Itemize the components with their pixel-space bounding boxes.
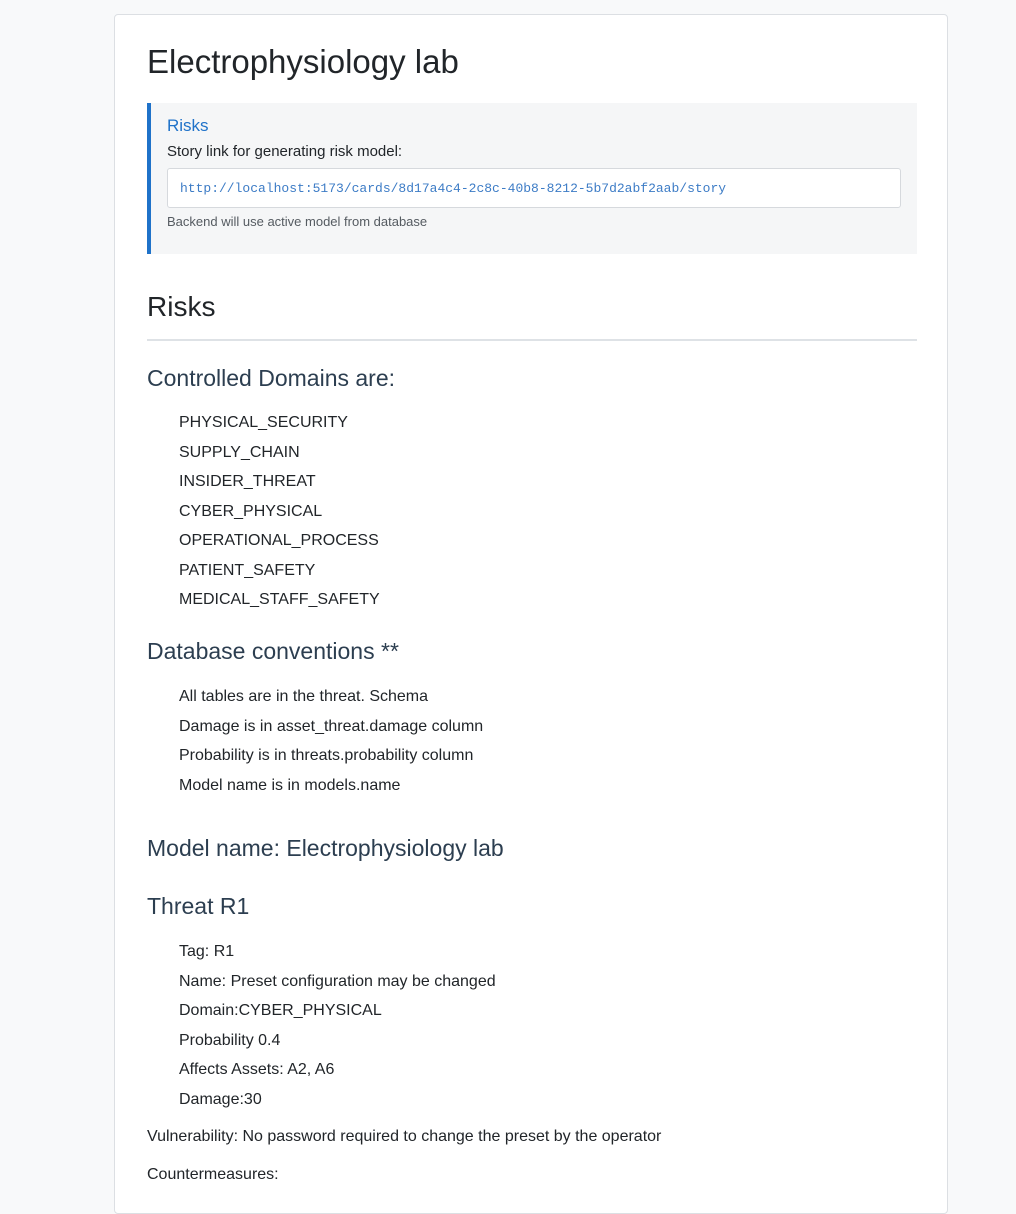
list-item: Probability is in threats.probability column bbox=[179, 747, 474, 764]
list-item: INSIDER_THREAT bbox=[179, 473, 316, 490]
list-item: Probability 0.4 bbox=[179, 1031, 281, 1049]
list-item: OPERATIONAL_PROCESS bbox=[179, 532, 379, 549]
section-divider bbox=[147, 339, 917, 341]
list-item: Name: Preset configuration may be changed bbox=[179, 972, 496, 990]
story-link-label: Story link for generating risk model: bbox=[167, 143, 403, 160]
list-item: Affects Assets: A2, A6 bbox=[179, 1061, 335, 1078]
story-link-panel bbox=[147, 103, 917, 254]
list-item: Model name is in models.name bbox=[179, 776, 401, 794]
countermeasures-label: Countermeasures: bbox=[147, 1166, 279, 1183]
vulnerability-text: Vulnerability: No password required to change the preset by the operator bbox=[147, 1128, 662, 1145]
risks-heading: Risks bbox=[147, 291, 216, 322]
controlled-domains-list bbox=[179, 413, 380, 620]
database-conventions-heading: Database conventions ** bbox=[147, 638, 399, 664]
list-item: Damage is in asset_threat.damage column bbox=[179, 717, 484, 735]
controlled-domains-heading: Controlled Domains are: bbox=[147, 365, 396, 391]
list-item: CYBER_PHYSICAL bbox=[179, 502, 323, 520]
content-card bbox=[114, 14, 948, 1214]
database-conventions-list bbox=[179, 687, 483, 805]
list-item: SUPPLY_CHAIN bbox=[179, 443, 300, 461]
model-name-heading: Model name: Electrophysiology lab bbox=[147, 835, 504, 861]
page-title: Electrophysiology lab bbox=[147, 43, 459, 80]
threat-details-list bbox=[179, 942, 496, 1119]
backend-help-text: Backend will use active model from database bbox=[167, 214, 428, 229]
list-item: Damage:30 bbox=[179, 1090, 262, 1108]
panel-title: Risks bbox=[167, 116, 209, 135]
threat-heading: Threat R1 bbox=[147, 893, 250, 919]
list-item: All tables are in the threat. Schema bbox=[179, 688, 429, 705]
list-item: Domain:CYBER_PHYSICAL bbox=[179, 1002, 382, 1019]
list-item: Tag: R1 bbox=[179, 943, 235, 960]
list-item: PATIENT_SAFETY bbox=[179, 561, 316, 579]
list-item: PHYSICAL_SECURITY bbox=[179, 414, 348, 431]
story-link-field[interactable] bbox=[167, 168, 901, 208]
list-item: MEDICAL_STAFF_SAFETY bbox=[179, 591, 380, 608]
